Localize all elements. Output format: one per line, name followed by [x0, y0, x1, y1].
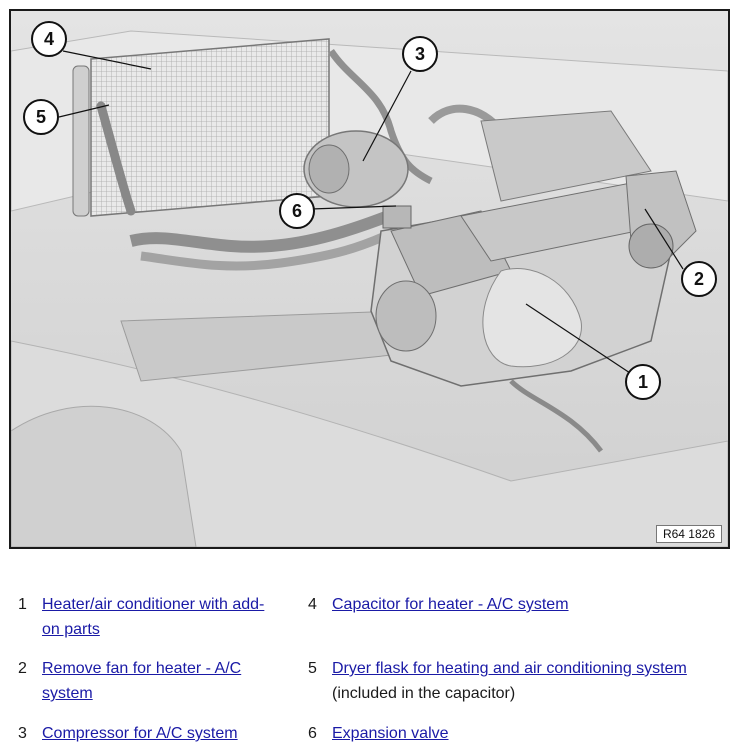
legend-link-heater-ac[interactable]: Heater/air conditioner with add-on parts	[42, 596, 265, 638]
legend-text	[332, 656, 744, 706]
dryer-flask-part	[73, 66, 89, 216]
legend-link-dryer-flask[interactable]: Dryer flask for heating and air conditioning system	[332, 660, 687, 677]
legend-number: 4	[308, 596, 317, 613]
expansion-valve-part	[383, 206, 411, 228]
blower-motor-left	[376, 281, 436, 351]
legend-link-capacitor[interactable]: Capacitor for heater - A/C system	[332, 596, 569, 613]
callout-1	[626, 365, 660, 399]
callout-1-label: 1	[637, 372, 649, 392]
legend-number: 2	[18, 660, 27, 677]
figure-reference-code: R64 1826	[656, 525, 722, 543]
callout-5-label: 5	[35, 107, 47, 127]
callout-2-label: 2	[693, 269, 705, 289]
legend-number: 6	[308, 725, 317, 742]
legend-link-remove-fan[interactable]: Remove fan for heater - A/C system	[42, 660, 242, 702]
callout-4	[32, 22, 66, 56]
fan-motor	[629, 224, 673, 268]
legend-number: 5	[308, 660, 317, 677]
callout-6	[280, 194, 314, 228]
legend-note: (included in the capacitor)	[332, 685, 516, 702]
compressor-pulley	[309, 145, 349, 193]
callout-4-label: 4	[43, 29, 55, 49]
legend-text	[42, 592, 282, 642]
legend-text	[332, 592, 743, 617]
legend-link-compressor[interactable]: Compressor for A/C system	[42, 725, 238, 742]
legend-text	[42, 721, 292, 746]
callout-2	[682, 262, 716, 296]
callout-5	[24, 100, 58, 134]
legend-number: 1	[18, 596, 27, 613]
legend-text	[42, 656, 287, 706]
callout-3-label: 3	[414, 44, 426, 64]
callout-6-label: 6	[291, 201, 303, 221]
component-diagram	[9, 9, 730, 549]
legend-link-expansion-valve[interactable]: Expansion valve	[332, 725, 449, 742]
diagram-illustration	[11, 11, 728, 547]
legend-text	[332, 721, 743, 746]
legend-number: 3	[18, 725, 27, 742]
callout-3	[403, 37, 437, 71]
